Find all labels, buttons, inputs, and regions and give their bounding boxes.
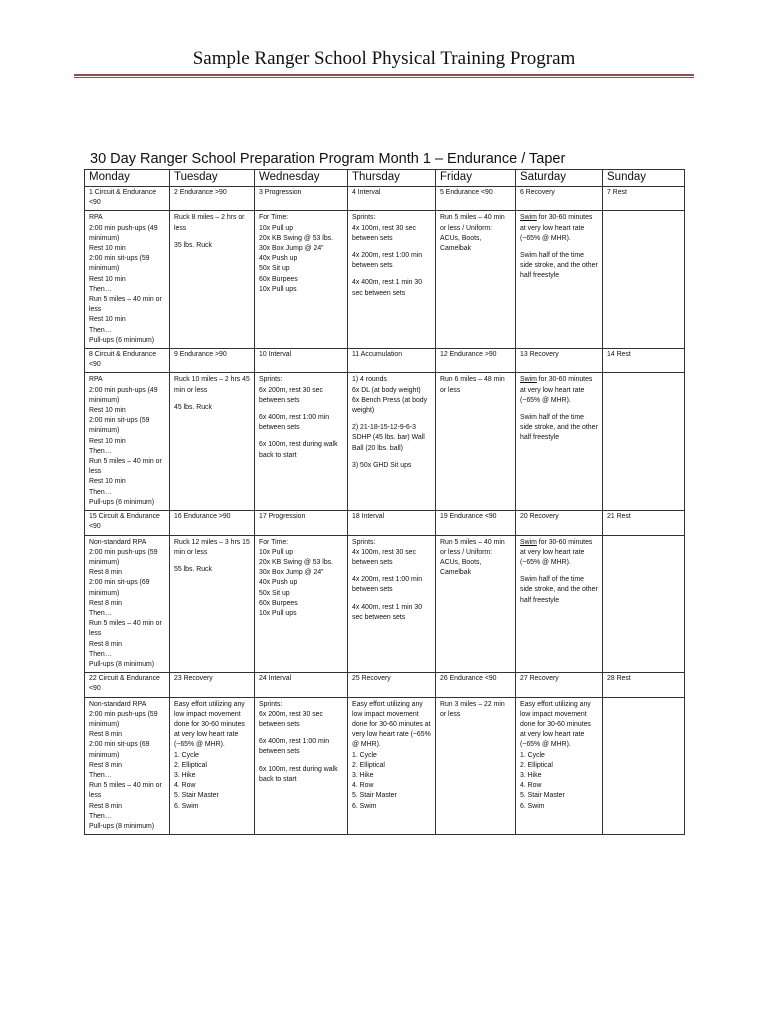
workout-line (520, 213, 598, 244)
workout-line: 6x 100m, rest during walk back to start (259, 441, 338, 459)
workout-line: RPA (89, 376, 103, 384)
workout-line: Ruck 8 miles – 2 hrs or less (174, 214, 245, 232)
workout-line: 2:00 min sit-ups (59 minimum) (89, 417, 150, 435)
workout-line: 1. Cycle (352, 751, 377, 759)
workout-line: 6x 100m, rest during walk back to start (259, 765, 338, 783)
workout-line: Ruck 12 miles – 3 hrs 15 min or less (174, 538, 250, 556)
day-label-cell: 21 Rest (603, 511, 685, 535)
workout-cell (516, 373, 603, 511)
table-row (85, 373, 685, 511)
table-row (85, 535, 685, 673)
workout-line: Sprints: (352, 214, 376, 222)
workout-cell (85, 535, 170, 673)
workout-cell (436, 373, 516, 511)
day-label-cell: 15 Circuit & Endurance <90 (85, 511, 170, 535)
day-label-cell: 9 Endurance >90 (170, 349, 255, 373)
workout-cell (436, 211, 516, 349)
workout-line: Then… (89, 488, 112, 496)
workout-line: Then… (89, 812, 112, 820)
workout-keyword: Swim (520, 376, 537, 384)
workout-line: Then… (89, 609, 112, 617)
workout-line: 10x Pull ups (259, 609, 297, 617)
workout-line (520, 375, 598, 406)
workout-line: 2:00 min sit-ups (69 minimum) (89, 579, 150, 597)
workout-line: Then… (89, 771, 112, 779)
workout-line: Pull-ups (6 minimum) (89, 498, 155, 506)
workout-cell (436, 697, 516, 835)
training-schedule-table (84, 169, 685, 835)
workout-line: 2) 21-18-15-12-9-6-3 SDHP (45 lbs. bar) Wall Ball (20 lbs. ball) (352, 424, 425, 452)
workout-line: Rest 8 min (89, 761, 122, 769)
workout-line: 5. Stair Master (352, 792, 397, 800)
workout-line: Rest 10 min (89, 407, 126, 415)
workout-line: Rest 8 min (89, 569, 122, 577)
workout-cell (85, 373, 170, 511)
workout-line: Run 5 miles – 40 min or less (89, 458, 162, 476)
workout-line: Sprints: (352, 538, 376, 546)
workout-line: 6x 200m, rest 30 sec between sets (259, 386, 323, 404)
table-row (85, 349, 685, 373)
day-label-cell: 8 Circuit & Endurance <90 (85, 349, 170, 373)
workout-cell (603, 211, 685, 349)
day-label-cell: 6 Recovery (516, 187, 603, 211)
workout-line: Rest 10 min (89, 245, 126, 253)
workout-line: 4. Row (174, 782, 196, 790)
workout-line: 40x Push up (259, 579, 298, 587)
workout-line: Pull-ups (8 minimum) (89, 660, 155, 668)
workout-cell (516, 697, 603, 835)
day-label-cell: 26 Endurance <90 (436, 673, 516, 697)
workout-line: Pull-ups (8 minimum) (89, 822, 155, 830)
workout-line: Then… (89, 447, 112, 455)
workout-line: 6x 200m, rest 30 sec between sets (259, 710, 323, 728)
workout-cell (603, 697, 685, 835)
day-label-cell: 28 Rest (603, 673, 685, 697)
workout-line: Sprints: (259, 700, 283, 708)
workout-line: Easy effort utilizing any low impact movement done for 30-60 minutes at very low heart rate (~65% @ MHR). (520, 700, 591, 749)
workout-line: Non-standard RPA (89, 538, 147, 546)
program-title: 30 Day Ranger School Preparation Program Month 1 – Endurance / Taper (90, 151, 566, 167)
workout-line: 50x Sit up (259, 265, 290, 273)
workout-line: 50x Sit up (259, 589, 290, 597)
workout-line: Ruck 10 miles – 2 hrs 45 min or less (174, 376, 250, 394)
workout-line: Non-standard RPA (89, 700, 147, 708)
table-row (85, 697, 685, 835)
workout-text: for 30-60 minutes at very low heart rate (~65% @ MHR). (520, 538, 593, 566)
header-rule (74, 74, 694, 78)
workout-line: 3) 50x GHD Sit ups (352, 461, 412, 469)
day-label-cell: 24 Interval (255, 673, 348, 697)
day-header: Wednesday (255, 170, 348, 187)
workout-line: 4. Row (352, 782, 374, 790)
workout-cell (255, 535, 348, 673)
workout-cell (436, 535, 516, 673)
workout-text: for 30-60 minutes at very low heart rate (~65% @ MHR). (520, 376, 593, 404)
workout-line: Rest 10 min (89, 316, 126, 324)
table-row (85, 673, 685, 697)
workout-line: 4x 200m, rest 1:00 min between sets (352, 576, 423, 594)
workout-line: 5. Stair Master (520, 792, 565, 800)
workout-line: 30x Box Jump @ 24” (259, 245, 324, 253)
workout-keyword: Swim (520, 538, 537, 546)
day-header: Tuesday (170, 170, 255, 187)
workout-line: Then… (89, 326, 112, 334)
workout-line: 1) 4 rounds (352, 376, 387, 384)
workout-line: 2:00 min sit-ups (59 minimum) (89, 255, 150, 273)
day-label-cell: 10 Interval (255, 349, 348, 373)
workout-keyword: Swim (520, 214, 537, 222)
workout-line: 30x Box Jump @ 24” (259, 569, 324, 577)
workout-line: Run 5 miles – 40 min or less (89, 782, 162, 800)
workout-cell (170, 535, 255, 673)
workout-line: Sprints: (259, 376, 283, 384)
day-label-cell: 19 Endurance <90 (436, 511, 516, 535)
workout-cell (85, 211, 170, 349)
workout-line: 6x 400m, rest 1:00 min between sets (259, 738, 330, 756)
workout-line: RPA (89, 214, 103, 222)
workout-line: For Time: (259, 538, 289, 546)
workout-line: 60x Burpees (259, 599, 298, 607)
workout-cell (255, 211, 348, 349)
workout-line: Rest 8 min (89, 731, 122, 739)
workout-line: 10x Pull ups (259, 285, 297, 293)
workout-line: Swim half of the time side stroke, and the other half freestyle (520, 252, 598, 280)
table-row (85, 511, 685, 535)
workout-cell (170, 373, 255, 511)
workout-line: 2:00 min push-ups (49 minimum) (89, 386, 158, 404)
workout-line: 2. Elliptical (352, 761, 385, 769)
workout-line: Rest 10 min (89, 437, 126, 445)
workout-line: 6x Bench Press (at body weight) (352, 396, 428, 415)
workout-line: 6x 400m, rest 1:00 min between sets (259, 414, 330, 432)
workout-line: Pull-ups (6 minimum) (89, 336, 155, 344)
workout-line: 20x KB Swing @ 53 lbs. (259, 234, 334, 242)
workout-line: 1. Cycle (174, 751, 199, 759)
workout-text: for 30-60 minutes at very low heart rate (~65% @ MHR). (520, 214, 593, 242)
day-header: Monday (85, 170, 170, 187)
workout-line: 4x 200m, rest 1:00 min between sets (352, 252, 423, 270)
workout-cell (170, 697, 255, 835)
day-label-cell: 1 Circuit & Endurance <90 (85, 187, 170, 211)
workout-line: 3. Hike (352, 771, 374, 779)
workout-cell (170, 211, 255, 349)
workout-line: 4x 100m, rest 30 sec between sets (352, 224, 416, 242)
page-header: Sample Ranger School Physical Training Program (192, 48, 576, 69)
workout-line: 6. Swim (174, 802, 199, 810)
workout-line: 35 lbs. Ruck (174, 241, 212, 249)
workout-line: 4x 400m, rest 1 min 30 sec between sets (352, 279, 423, 297)
workout-line: 4x 100m, rest 30 sec between sets (352, 548, 416, 566)
day-label-cell: 5 Endurance <90 (436, 187, 516, 211)
workout-cell (516, 211, 603, 349)
workout-line: 2:00 min push-ups (59 minimum) (89, 710, 158, 728)
day-label-cell: 18 Interval (348, 511, 436, 535)
workout-cell (348, 535, 436, 673)
workout-line: 10x Pull up (259, 548, 294, 556)
workout-line: 2. Elliptical (520, 761, 553, 769)
workout-line: Easy effort utilizing any low impact movement done for 30-60 minutes at very low heart rate (~65% @ MHR). (174, 700, 245, 749)
day-header: Saturday (516, 170, 603, 187)
workout-cell (348, 211, 436, 349)
workout-cell (85, 697, 170, 835)
workout-line: 6. Swim (520, 802, 545, 810)
workout-line: 1. Cycle (520, 751, 545, 759)
workout-line: 2:00 min push-ups (59 minimum) (89, 548, 158, 566)
workout-line: 40x Push up (259, 255, 298, 263)
day-label-cell: 2 Endurance >90 (170, 187, 255, 211)
workout-line: 10x Pull up (259, 224, 294, 232)
day-label-cell: 11 Accumulation (348, 349, 436, 373)
workout-cell (348, 373, 436, 511)
day-label-cell: 4 Interval (348, 187, 436, 211)
day-label-cell: 14 Rest (603, 349, 685, 373)
workout-line: 3. Hike (174, 771, 196, 779)
workout-cell (348, 697, 436, 835)
workout-line: 60x Burpees (259, 275, 298, 283)
workout-line: 6x DL (at body weight) (352, 386, 421, 394)
workout-line: 6. Swim (352, 802, 377, 810)
day-label-cell: 27 Recovery (516, 673, 603, 697)
workout-cell (603, 373, 685, 511)
workout-line: Run 5 miles – 40 min or less (89, 296, 162, 314)
workout-line: 55 lbs. Ruck (174, 565, 212, 573)
day-label-cell: 16 Endurance >90 (170, 511, 255, 535)
workout-line: 4x 400m, rest 1 min 30 sec between sets (352, 603, 423, 621)
workout-line: 2. Elliptical (174, 761, 207, 769)
workout-line: Run 5 miles – 40 min or less (89, 620, 162, 638)
workout-line: Swim half of the time side stroke, and the other half freestyle (520, 576, 598, 604)
workout-line: Run 3 miles – 22 min or less (440, 700, 505, 718)
workout-cell (255, 373, 348, 511)
workout-cell (603, 535, 685, 673)
workout-cell (516, 535, 603, 673)
day-label-cell: 22 Circuit & Endurance <90 (85, 673, 170, 697)
day-header: Friday (436, 170, 516, 187)
workout-line: 4. Row (520, 782, 542, 790)
day-label-cell: 23 Recovery (170, 673, 255, 697)
workout-line: 5. Stair Master (174, 792, 219, 800)
workout-line: Then… (89, 650, 112, 658)
workout-line: Run 5 miles – 40 min or less / Uniform: ACUs, Boots, Camelbak (440, 538, 505, 577)
table-row (85, 211, 685, 349)
day-header: Sunday (603, 170, 685, 187)
day-label-cell: 17 Progression (255, 511, 348, 535)
day-label-cell: 25 Recovery (348, 673, 436, 697)
workout-line: Then… (89, 285, 112, 293)
day-label-cell: 7 Rest (603, 187, 685, 211)
workout-line: Easy effort utilizing any low impact movement done for 30-60 minutes at very low heart rate (~65% @ MHR). (352, 700, 431, 749)
workout-line: Rest 10 min (89, 478, 126, 486)
day-label-cell: 20 Recovery (516, 511, 603, 535)
workout-line: 3. Hike (520, 771, 542, 779)
workout-line: Run 5 miles – 40 min or less / Uniform: ACUs, Boots, Camelbak (440, 214, 505, 253)
workout-line: 2:00 min push-ups (49 minimum) (89, 224, 158, 242)
table-row (85, 187, 685, 211)
workout-line: For Time: (259, 214, 289, 222)
workout-cell (255, 697, 348, 835)
workout-line: Rest 8 min (89, 802, 122, 810)
workout-line: 45 lbs. Ruck (174, 403, 212, 411)
workout-line: Rest 10 min (89, 275, 126, 283)
day-label-cell: 13 Recovery (516, 349, 603, 373)
schedule-body (85, 187, 685, 835)
workout-line: Rest 8 min (89, 640, 122, 648)
workout-line: 20x KB Swing @ 53 lbs. (259, 558, 334, 566)
workout-line: Run 6 miles – 48 min or less (440, 376, 505, 394)
day-label-cell: 3 Progression (255, 187, 348, 211)
workout-line: 2:00 min sit-ups (69 minimum) (89, 741, 150, 759)
day-header: Thursday (348, 170, 436, 187)
workout-line: Rest 8 min (89, 599, 122, 607)
workout-line (520, 538, 598, 569)
workout-line: Swim half of the time side stroke, and the other half freestyle (520, 414, 598, 442)
day-label-cell: 12 Endurance >90 (436, 349, 516, 373)
weekday-header-row (85, 170, 685, 187)
